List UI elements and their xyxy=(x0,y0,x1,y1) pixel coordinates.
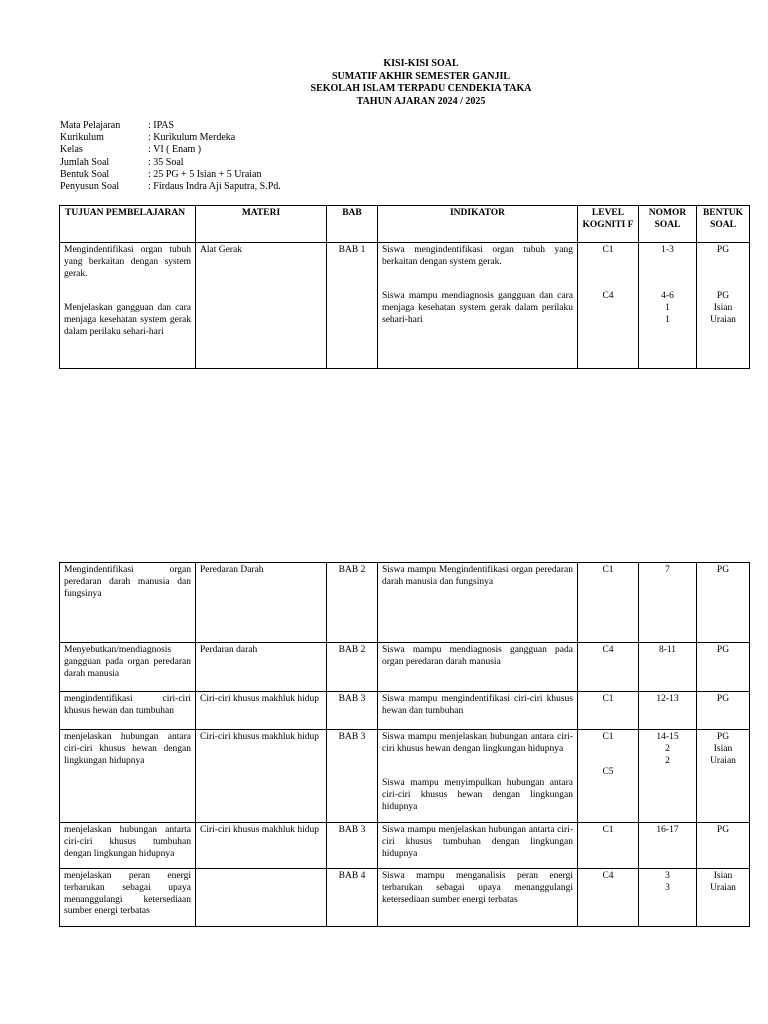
cell-materi: Alat Gerak xyxy=(196,243,327,369)
bentuk-line: Uraian xyxy=(710,882,736,893)
cell-materi: Ciri-ciri khusus makhluk hidup xyxy=(196,692,327,730)
cell-materi: Ciri-ciri khusus makhluk hidup xyxy=(196,730,327,823)
indikator-text: Siswa mampu menjelaskan hubungan antara ciri-ciri khusus hewan dengan lingkungan hidupnya xyxy=(382,732,573,754)
cell-level: C1 xyxy=(578,563,639,643)
cell-materi: Peredaran Darah xyxy=(196,563,327,643)
cell-bentuk xyxy=(697,869,750,927)
doc-title-2: SUMATIF AKHIR SEMESTER GANJIL xyxy=(331,70,511,82)
indikator-text: Siswa mengindentifikasi organ tubuh yang berkaitan dengan system gerak. xyxy=(382,245,573,267)
cell-nomor xyxy=(639,869,697,927)
cell-level xyxy=(578,243,639,369)
level-text: C1 xyxy=(602,732,614,742)
cell-bentuk xyxy=(697,243,750,369)
cell-bab: BAB 2 xyxy=(327,563,378,643)
cell-indikator: Siswa mampu mengindentifikasi ciri-ciri khusus hewan dan tumbuhan xyxy=(378,692,578,730)
meta-row xyxy=(60,132,281,144)
nomor-text: 1-3 xyxy=(661,245,674,255)
meta-label: Jumlah Soal xyxy=(60,156,110,168)
meta-label: Penyusun Soal xyxy=(60,181,120,193)
cell-bab: BAB 3 xyxy=(327,823,378,869)
doc-title-3: SEKOLAH ISLAM TERPADU CENDEKIA TAKA xyxy=(310,83,532,94)
doc-title-4: TAHUN AJARAN 2024 / 2025 xyxy=(356,95,486,107)
meta-row xyxy=(60,169,281,181)
bentuk-line: Isian xyxy=(713,302,733,313)
bentuk-text-2: Uraian xyxy=(710,755,736,766)
cell-materi: Ciri-ciri khusus makhluk hidup xyxy=(196,823,327,869)
nomor-line: 4-6 xyxy=(661,291,674,301)
meta-label: Bentuk Soal xyxy=(60,168,110,180)
cell-indikator xyxy=(378,243,578,369)
meta-value: : Kurikulum Merdeka xyxy=(148,132,236,144)
meta-row xyxy=(60,120,281,132)
kisi-table-page-1 xyxy=(59,205,750,369)
nomor-line: 1 xyxy=(665,302,670,313)
table-row xyxy=(60,563,750,643)
meta-value: : IPAS xyxy=(148,120,175,131)
cell-indikator: Siswa mampu Mengindentifikasi organ peredaran darah manusia dan fungsinya xyxy=(378,563,578,643)
cell-indikator: Siswa mampu menganalisis peran energi terbarukan sebagai upaya menanggulangi ketersediaan sumber energi terbatas xyxy=(378,869,578,927)
cell-indikator xyxy=(378,730,578,823)
cell-bab: BAB 3 xyxy=(327,730,378,823)
table-row xyxy=(60,730,750,823)
indikator-text-2: Siswa mampu menyimpulkan hubungan antara ciri-ciri khusus hewan dengan lingkungan hidupnya xyxy=(382,778,573,812)
cell-nomor xyxy=(639,730,697,823)
meta-label: Mata Pelajaran xyxy=(60,120,121,131)
header-materi: MATERI xyxy=(196,206,327,243)
cell-level: C4 xyxy=(578,643,639,692)
bentuk-line: PG xyxy=(716,732,730,742)
meta-info xyxy=(60,120,281,193)
table-header-row xyxy=(60,206,750,243)
meta-value: : 25 PG + 5 Isian + 5 Uraian xyxy=(148,168,262,180)
level-text-2: C4 xyxy=(602,291,614,301)
indikator-text-2: Siswa mampu mendiagnosis gangguan dan cara menjaga kesehatan system gerak dalam perilaku sehari-hari xyxy=(382,291,573,325)
bentuk-text: PG xyxy=(716,245,730,255)
cell-level: C1 xyxy=(578,823,639,869)
nomor-line: 1 xyxy=(665,314,670,325)
cell-level: C4 xyxy=(578,869,639,927)
bentuk-line: PG xyxy=(716,291,730,301)
cell-level: C1 xyxy=(578,692,639,730)
bentuk-line: Isian xyxy=(713,743,733,754)
nomor-line: 3 xyxy=(665,882,670,893)
cell-bentuk: PG xyxy=(697,823,750,869)
cell-bentuk xyxy=(697,730,750,823)
document-title-block xyxy=(0,58,768,108)
header-bab: BAB xyxy=(327,206,378,243)
table-row xyxy=(60,692,750,730)
level-text: C1 xyxy=(602,245,614,255)
cell-tujuan: menjelaskan hubungan antara ciri-ciri khusus hewan dengan lingkungan hidupnya xyxy=(60,730,196,823)
cell-tujuan xyxy=(60,243,196,369)
cell-tujuan: Menyebutkan/mendiagnosis gangguan pada organ peredaran darah manusia xyxy=(60,643,196,692)
bentuk-line: Isian xyxy=(713,871,733,881)
cell-nomor: 16-17 xyxy=(639,823,697,869)
level-text-2: C5 xyxy=(602,767,614,777)
cell-bab: BAB 3 xyxy=(327,692,378,730)
cell-indikator: Siswa mampu mendiagnosis gangguan pada organ peredaran darah manusia xyxy=(378,643,578,692)
cell-nomor: 8-11 xyxy=(639,643,697,692)
table-row xyxy=(60,823,750,869)
tujuan-text-2: Menjelaskan gangguan dan cara menjaga kesehatan system gerak dalam perilaku sehari-hari xyxy=(64,303,191,337)
cell-tujuan: Mengindentifikasi organ peredaran darah manusia dan fungsinya xyxy=(60,563,196,643)
cell-bentuk: PG xyxy=(697,692,750,730)
kisi-table-page-2 xyxy=(59,562,750,927)
table-row xyxy=(60,869,750,927)
nomor-line: 14-15 xyxy=(656,732,679,742)
cell-indikator: Siswa mampu menjelaskan hubungan antarta ciri-ciri khusus tumbuhan dengan lingkungan hidupnya xyxy=(378,823,578,869)
meta-label: Kelas xyxy=(60,144,83,156)
cell-tujuan: menjelaskan hubungan antarta ciri-ciri khusus tumbuhan dengan lingkungan hidupnya xyxy=(60,823,196,869)
cell-nomor: 7 xyxy=(639,563,697,643)
table-row xyxy=(60,643,750,692)
cell-nomor: 12-13 xyxy=(639,692,697,730)
meta-value: : 35 Soal xyxy=(148,156,184,168)
header-bentuk: BENTUK SOAL xyxy=(697,206,750,243)
cell-tujuan: mengindentifikasi ciri-ciri khusus hewan dan tumbuhan xyxy=(60,692,196,730)
bentuk-line: Uraian xyxy=(710,314,736,325)
tujuan-text: Mengindentifikasi organ tubuh yang berkaitan dengan system gerak. xyxy=(64,245,191,279)
header-indikator: INDIKATOR xyxy=(378,206,578,243)
nomor-text-2: 2 xyxy=(665,755,670,766)
meta-label: Kurikulum xyxy=(60,132,104,144)
cell-bab: BAB 1 xyxy=(327,243,378,369)
meta-row xyxy=(60,181,281,193)
nomor-line: 2 xyxy=(665,743,670,754)
cell-bab: BAB 4 xyxy=(327,869,378,927)
nomor-line: 3 xyxy=(665,871,670,881)
header-level: LEVEL KOGNITI F xyxy=(578,206,639,243)
cell-bentuk: PG xyxy=(697,563,750,643)
meta-value: : Firdaus Indra Aji Saputra, S.Pd. xyxy=(148,181,281,193)
cell-bab: BAB 2 xyxy=(327,643,378,692)
cell-materi: Perdaran darah xyxy=(196,643,327,692)
meta-row xyxy=(60,157,281,169)
table-row xyxy=(60,243,750,369)
header-nomor: NOMOR SOAL xyxy=(639,206,697,243)
cell-materi xyxy=(196,869,327,927)
cell-bentuk: PG xyxy=(697,643,750,692)
cell-level xyxy=(578,730,639,823)
doc-title-1: KISI-KISI SOAL xyxy=(383,58,459,69)
header-tujuan: TUJUAN PEMBELAJARAN xyxy=(60,206,196,243)
cell-tujuan: menjelaskan peran energi terbarukan sebagai upaya menanggulangi ketersediaan sumber energi terbatas xyxy=(60,869,196,927)
meta-row xyxy=(60,144,281,156)
meta-value: : VI ( Enam ) xyxy=(148,144,202,156)
cell-nomor xyxy=(639,243,697,369)
